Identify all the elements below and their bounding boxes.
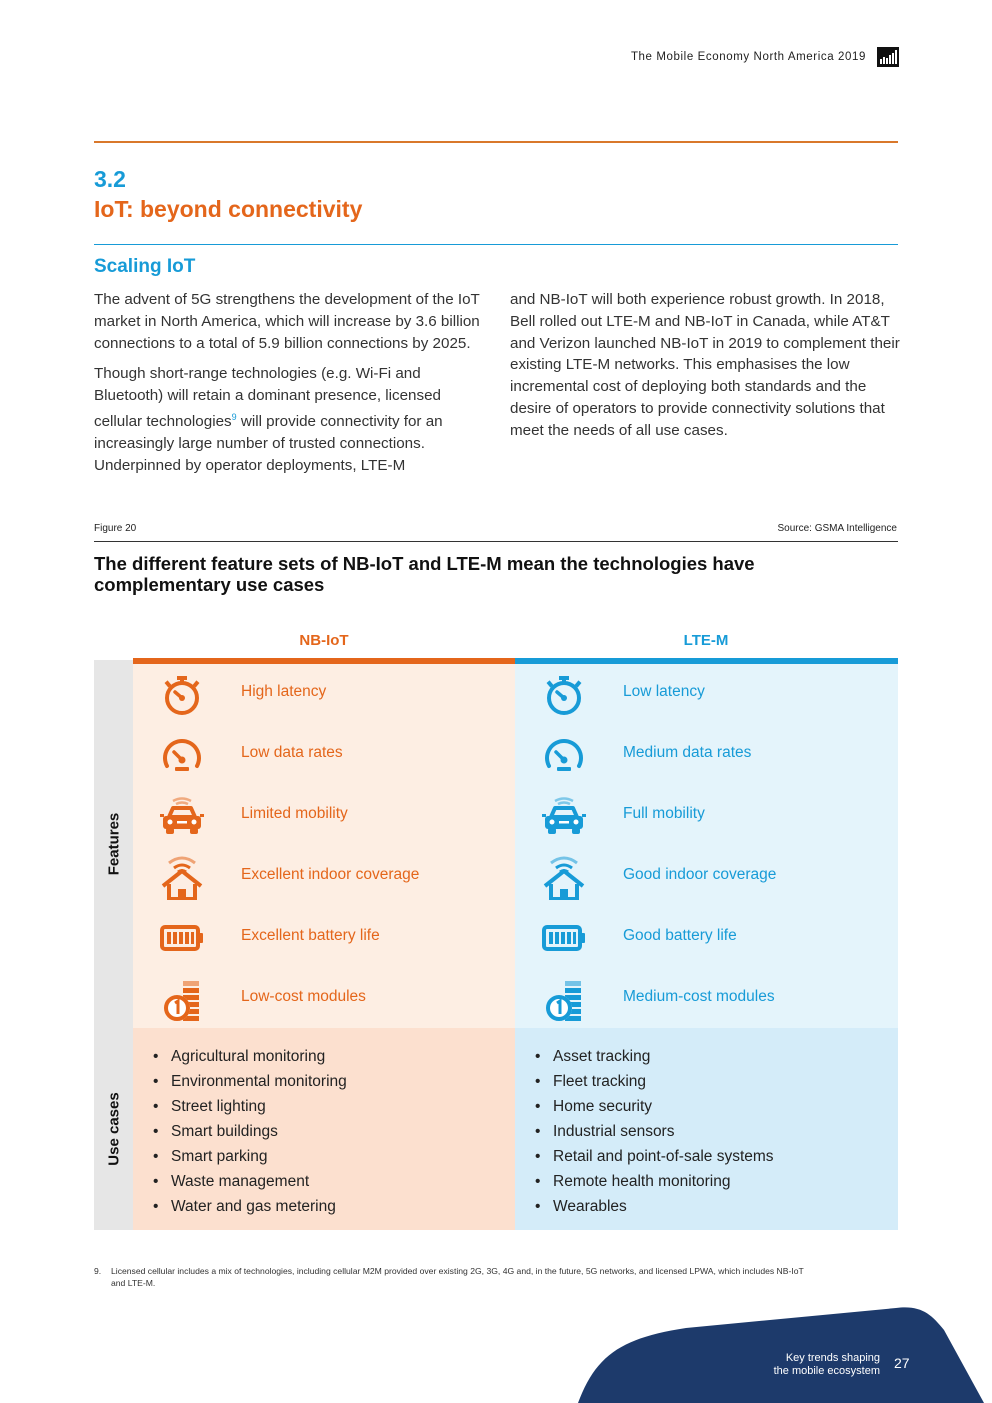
page-number: 27 [894, 1355, 910, 1371]
figure-title: The different feature sets of NB-IoT and LTE-M mean the technologies have complementary use cases [94, 553, 755, 595]
feature-row [515, 969, 898, 1030]
chart-bars-icon [877, 47, 899, 67]
nbiot-use-case-list [153, 1044, 347, 1219]
use-case-item: • Asset tracking [535, 1044, 774, 1069]
feature-label: High latency [241, 683, 327, 700]
figure-source: Source: GSMA Intelligence [777, 523, 897, 534]
speedometer-icon [159, 732, 205, 778]
feature-label: Low-cost modules [241, 988, 366, 1005]
feature-row [515, 786, 898, 847]
use-case-item: • Retail and point-of-sale systems [535, 1144, 774, 1169]
feature-label: Low data rates [241, 744, 343, 761]
footnote [94, 1265, 814, 1289]
speedometer-icon [541, 732, 587, 778]
feature-row [133, 786, 515, 847]
use-cases-side-label: Use cases [94, 1028, 133, 1230]
stopwatch-icon [159, 671, 205, 717]
features-side-label: Features [94, 660, 133, 1028]
feature-row [515, 664, 898, 725]
feature-label: Low latency [623, 683, 705, 700]
feature-label: Good battery life [623, 927, 737, 944]
feature-row [133, 725, 515, 786]
feature-label: Excellent battery life [241, 927, 380, 944]
feature-row [133, 969, 515, 1030]
coins-icon [541, 976, 587, 1022]
feature-label: Medium-cost modules [623, 988, 775, 1005]
paragraph: Though short-range technologies (e.g. Wi-Fi and Bluetooth) will retain a dominant presence, licensed cellular technologies$^9$ will provide connectivity for an increasingly large number of trusted connections. Underpinned by operator deployments, LTE-M [94, 365, 443, 474]
section-number: 3.2 [94, 166, 126, 192]
feature-label: Good indoor coverage [623, 866, 777, 883]
feature-label: Limited mobility [241, 805, 348, 822]
ltem-use-case-list [535, 1044, 774, 1219]
feature-row [133, 908, 515, 969]
coins-icon [159, 976, 205, 1022]
feature-label: Excellent indoor coverage [241, 866, 420, 883]
ltem-features-panel [515, 664, 898, 1028]
feature-label: Medium data rates [623, 744, 752, 761]
body-column-left [94, 289, 484, 485]
column-header-ltem: LTE-M [683, 632, 729, 649]
use-case-item: • Environmental monitoring [153, 1069, 347, 1094]
subsection-heading: Scaling IoT [94, 256, 196, 277]
running-header: The Mobile Economy North America 2019 [630, 51, 866, 63]
house-signal-icon [159, 854, 205, 900]
feature-row [515, 908, 898, 969]
feature-label: Full mobility [623, 805, 705, 822]
use-case-item: • Street lighting [153, 1094, 347, 1119]
nbiot-use-cases-panel [133, 1028, 515, 1230]
stopwatch-icon [541, 671, 587, 717]
use-case-item: • Waste management [153, 1169, 347, 1194]
footnote-text: Licensed cellular includes a mix of technologies, including cellular M2M provided over existing 2G, 3G, 4G and, in the future, 5G networks, and licensed LPWA, which includes NB-IoT and LTE-M. [111, 1266, 804, 1288]
use-case-item: • Home security [535, 1094, 774, 1119]
footnote-ref[interactable]: 9 [231, 411, 237, 422]
paragraph: and NB-IoT will both experience robust growth. In 2018, Bell rolled out LTE-M and NB-IoT in Canada, while AT&T and Verizon launched NB-IoT in 2019 to complement their existing LTE-M networks. This emphasises the low incremental cost of deploying both standards and the desire of operators to provide connectivity solutions that meet the needs of all use cases. [510, 291, 900, 439]
footnote-number: 9. [94, 1266, 102, 1276]
use-case-item: • Water and gas metering [153, 1194, 347, 1219]
ltem-use-cases-panel [515, 1028, 898, 1230]
nbiot-features-panel [133, 664, 515, 1028]
battery-icon [159, 915, 205, 961]
car-icon [159, 793, 205, 839]
use-case-item: • Agricultural monitoring [153, 1044, 347, 1069]
feature-row [515, 725, 898, 786]
figure-rule [94, 541, 898, 542]
battery-icon [541, 915, 587, 961]
use-case-item: • Fleet tracking [535, 1069, 774, 1094]
footer-section-name: Key trends shaping the mobile ecosystem [773, 1352, 880, 1377]
section-title: IoT: beyond connectivity [94, 196, 363, 222]
body-column-right [510, 289, 900, 451]
use-case-item: • Industrial sensors [535, 1119, 774, 1144]
feature-row [133, 664, 515, 725]
use-case-item: • Wearables [535, 1194, 774, 1219]
feature-row [515, 847, 898, 908]
column-header-nbiot: NB-IoT [299, 632, 349, 649]
figure-label: Figure 20 [94, 523, 137, 534]
use-case-item: • Remote health monitoring [535, 1169, 774, 1194]
car-icon [541, 793, 587, 839]
paragraph: The advent of 5G strengthens the development of the IoT market in North America, which will increase by 3.6 billion connections to a total of 5.9 billion connections by 2025. [94, 291, 480, 352]
subsection-rule [94, 244, 898, 245]
use-case-item: • Smart buildings [153, 1119, 347, 1144]
house-signal-icon [541, 854, 587, 900]
use-case-item: • Smart parking [153, 1144, 347, 1169]
feature-row [133, 847, 515, 908]
section-rule [94, 141, 898, 143]
